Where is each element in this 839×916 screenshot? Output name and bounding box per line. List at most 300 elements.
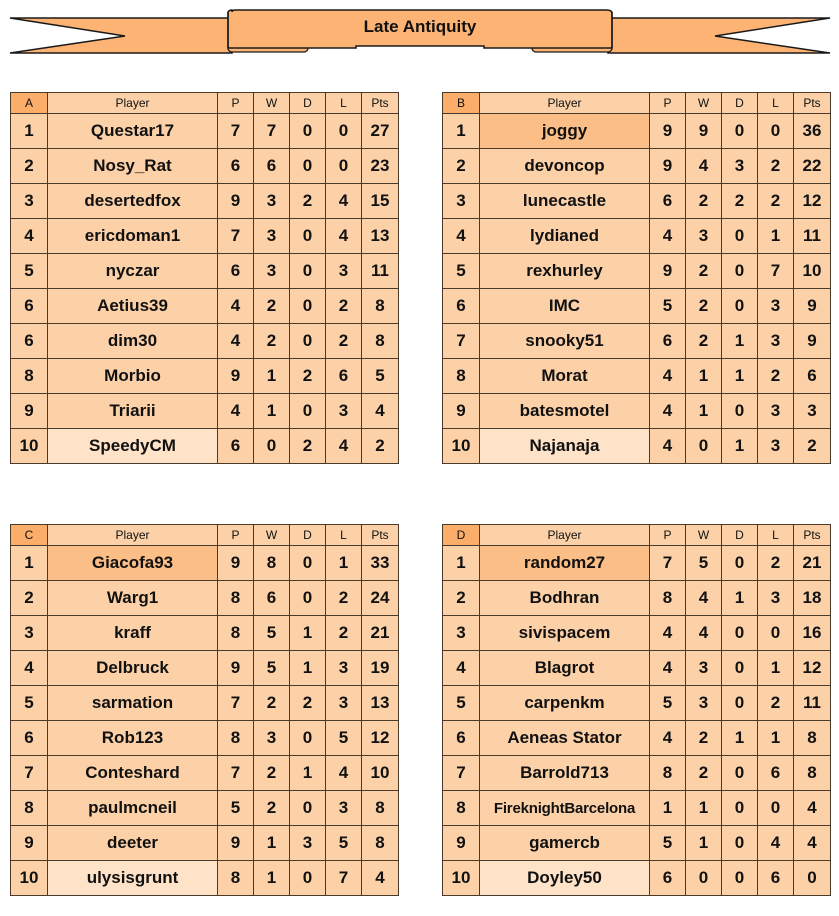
draws-cell: 2: [290, 184, 326, 219]
points-cell: 27: [362, 114, 399, 149]
wins-cell: 3: [254, 254, 290, 289]
rank-cell: 3: [11, 616, 48, 651]
table-header-row: [11, 93, 399, 114]
losses-cell: 3: [326, 686, 362, 721]
player-name-cell: lunecastle: [480, 184, 650, 219]
wins-cell: 3: [686, 219, 722, 254]
losses-cell: 4: [326, 184, 362, 219]
player-name-cell: snooky51: [480, 324, 650, 359]
wins-cell: 2: [686, 289, 722, 324]
player-name-cell: nyczar: [48, 254, 218, 289]
played-cell: 4: [650, 429, 686, 464]
draws-cell: 2: [722, 184, 758, 219]
draws-cell: 0: [722, 651, 758, 686]
points-cell: 18: [794, 581, 831, 616]
draws-cell: 0: [290, 114, 326, 149]
losses-cell: 1: [326, 546, 362, 581]
draws-cell: 1: [722, 359, 758, 394]
points-cell: 24: [362, 581, 399, 616]
group-d-standings-table: [442, 524, 831, 896]
losses-cell: 2: [758, 149, 794, 184]
draws-cell: 0: [722, 826, 758, 861]
rank-cell: 10: [443, 429, 480, 464]
draws-cell: 0: [722, 756, 758, 791]
wins-cell: 1: [686, 394, 722, 429]
player-name-cell: Warg1: [48, 581, 218, 616]
draws-cell: 0: [290, 861, 326, 896]
draws-cell: 1: [290, 616, 326, 651]
wins-cell: 7: [254, 114, 290, 149]
table-row: [11, 581, 399, 616]
wins-cell: 4: [686, 616, 722, 651]
group-label: B: [443, 93, 480, 114]
player-name-cell: gamercb: [480, 826, 650, 861]
points-cell: 13: [362, 686, 399, 721]
table-header-row: [443, 93, 831, 114]
player-name-cell: deeter: [48, 826, 218, 861]
losses-cell: 2: [758, 686, 794, 721]
losses-cell: 2: [326, 616, 362, 651]
table-row: [443, 359, 831, 394]
played-cell: 7: [218, 756, 254, 791]
table-row: [443, 581, 831, 616]
wins-cell: 8: [254, 546, 290, 581]
player-name-cell: desertedfox: [48, 184, 218, 219]
wins-cell: 1: [254, 359, 290, 394]
played-cell: 9: [218, 546, 254, 581]
player-name-cell: Rob123: [48, 721, 218, 756]
rank-cell: 9: [11, 826, 48, 861]
wins-cell: 3: [686, 686, 722, 721]
rank-cell: 4: [443, 651, 480, 686]
played-cell: 4: [650, 616, 686, 651]
rank-cell: 4: [443, 219, 480, 254]
draws-cell: 0: [290, 546, 326, 581]
rank-cell: 9: [11, 394, 48, 429]
table-row: [443, 394, 831, 429]
rank-cell: 1: [443, 114, 480, 149]
played-cell: 4: [218, 289, 254, 324]
points-cell: 8: [794, 756, 831, 791]
rank-cell: 8: [443, 359, 480, 394]
losses-cell: 0: [758, 791, 794, 826]
column-header-losses: L: [326, 93, 362, 114]
losses-cell: 3: [758, 429, 794, 464]
rank-cell: 9: [443, 826, 480, 861]
table-row: [443, 184, 831, 219]
group-b-standings-table: [442, 92, 831, 464]
points-cell: 10: [362, 756, 399, 791]
played-cell: 9: [218, 184, 254, 219]
rank-cell: 2: [443, 149, 480, 184]
played-cell: 7: [218, 219, 254, 254]
wins-cell: 2: [254, 791, 290, 826]
losses-cell: 5: [326, 826, 362, 861]
player-name-cell: Giacofa93: [48, 546, 218, 581]
wins-cell: 3: [254, 219, 290, 254]
wins-cell: 5: [254, 616, 290, 651]
rank-cell: 2: [11, 581, 48, 616]
points-cell: 3: [794, 394, 831, 429]
losses-cell: 4: [758, 826, 794, 861]
wins-cell: 1: [254, 394, 290, 429]
losses-cell: 3: [326, 791, 362, 826]
points-cell: 8: [362, 791, 399, 826]
wins-cell: 2: [254, 756, 290, 791]
wins-cell: 5: [686, 546, 722, 581]
table-row: [443, 546, 831, 581]
wins-cell: 2: [254, 324, 290, 359]
table-row: [11, 721, 399, 756]
points-cell: 21: [794, 546, 831, 581]
table-row: [443, 289, 831, 324]
player-name-cell: sarmation: [48, 686, 218, 721]
played-cell: 5: [650, 686, 686, 721]
table-row: [11, 686, 399, 721]
player-name-cell: sivispacem: [480, 616, 650, 651]
points-cell: 4: [794, 826, 831, 861]
draws-cell: 0: [290, 254, 326, 289]
losses-cell: 4: [326, 219, 362, 254]
rank-cell: 8: [11, 359, 48, 394]
played-cell: 9: [650, 114, 686, 149]
losses-cell: 7: [326, 861, 362, 896]
played-cell: 6: [650, 184, 686, 219]
losses-cell: 3: [326, 254, 362, 289]
played-cell: 4: [218, 324, 254, 359]
draws-cell: 3: [722, 149, 758, 184]
wins-cell: 4: [686, 581, 722, 616]
played-cell: 4: [650, 219, 686, 254]
draws-cell: 0: [722, 791, 758, 826]
column-header-played: P: [650, 525, 686, 546]
column-header-played: P: [218, 525, 254, 546]
table-row: [11, 826, 399, 861]
player-name-cell: Morat: [480, 359, 650, 394]
column-header-draws: D: [722, 525, 758, 546]
page-title: Late Antiquity: [363, 17, 477, 36]
column-header-losses: L: [758, 93, 794, 114]
rank-cell: 7: [443, 756, 480, 791]
player-name-cell: Conteshard: [48, 756, 218, 791]
rank-cell: 3: [11, 184, 48, 219]
draws-cell: 0: [722, 861, 758, 896]
table-row: [11, 114, 399, 149]
table-row: [443, 721, 831, 756]
rank-cell: 2: [11, 149, 48, 184]
column-header-wins: W: [254, 93, 290, 114]
points-cell: 8: [362, 826, 399, 861]
table-row: [11, 359, 399, 394]
played-cell: 5: [650, 826, 686, 861]
draws-cell: 0: [722, 219, 758, 254]
played-cell: 7: [650, 546, 686, 581]
points-cell: 2: [794, 429, 831, 464]
player-name-cell: kraff: [48, 616, 218, 651]
table-row: [11, 791, 399, 826]
rank-cell: 6: [11, 721, 48, 756]
losses-cell: 1: [758, 721, 794, 756]
draws-cell: 1: [722, 721, 758, 756]
table-row: [11, 394, 399, 429]
table-row: [11, 149, 399, 184]
player-name-cell: joggy: [480, 114, 650, 149]
group-label: A: [11, 93, 48, 114]
losses-cell: 2: [758, 359, 794, 394]
rank-cell: 8: [443, 791, 480, 826]
wins-cell: 3: [254, 721, 290, 756]
column-header-losses: L: [758, 525, 794, 546]
player-name-cell: ulysisgrunt: [48, 861, 218, 896]
points-cell: 11: [794, 219, 831, 254]
rank-cell: 2: [443, 581, 480, 616]
wins-cell: 2: [686, 756, 722, 791]
group-c-standings-table: [10, 524, 399, 896]
column-header-played: P: [218, 93, 254, 114]
losses-cell: 4: [326, 429, 362, 464]
draws-cell: 0: [290, 394, 326, 429]
player-name-cell: Najanaja: [480, 429, 650, 464]
rank-cell: 3: [443, 616, 480, 651]
player-name-cell: lydianed: [480, 219, 650, 254]
wins-cell: 4: [686, 149, 722, 184]
column-header-player: Player: [480, 93, 650, 114]
points-cell: 33: [362, 546, 399, 581]
losses-cell: 2: [758, 546, 794, 581]
table-header-row: [11, 525, 399, 546]
column-header-points: Pts: [794, 93, 831, 114]
table-row: [11, 324, 399, 359]
column-header-player: Player: [48, 525, 218, 546]
wins-cell: 2: [686, 184, 722, 219]
losses-cell: 3: [326, 394, 362, 429]
draws-cell: 0: [722, 686, 758, 721]
player-name-cell: Aeneas Stator: [480, 721, 650, 756]
points-cell: 21: [362, 616, 399, 651]
points-cell: 22: [794, 149, 831, 184]
wins-cell: 1: [686, 826, 722, 861]
column-header-player: Player: [48, 93, 218, 114]
rank-cell: 5: [443, 686, 480, 721]
played-cell: 6: [218, 429, 254, 464]
column-header-points: Pts: [362, 93, 399, 114]
points-cell: 4: [794, 791, 831, 826]
rank-cell: 6: [11, 324, 48, 359]
rank-cell: 6: [443, 721, 480, 756]
table-row: [443, 616, 831, 651]
draws-cell: 1: [290, 756, 326, 791]
column-header-wins: W: [686, 93, 722, 114]
losses-cell: 0: [758, 114, 794, 149]
losses-cell: 0: [326, 149, 362, 184]
wins-cell: 1: [686, 791, 722, 826]
column-header-points: Pts: [794, 525, 831, 546]
table-row: [443, 114, 831, 149]
draws-cell: 0: [290, 721, 326, 756]
played-cell: 9: [218, 826, 254, 861]
draws-cell: 2: [290, 429, 326, 464]
player-name-cell: random27: [480, 546, 650, 581]
table-row: [443, 429, 831, 464]
wins-cell: 1: [254, 826, 290, 861]
draws-cell: 0: [722, 616, 758, 651]
points-cell: 0: [794, 861, 831, 896]
rank-cell: 1: [11, 114, 48, 149]
table-row: [11, 546, 399, 581]
rank-cell: 5: [443, 254, 480, 289]
table-row: [11, 254, 399, 289]
player-name-cell: batesmotel: [480, 394, 650, 429]
rank-cell: 4: [11, 219, 48, 254]
table-row: [443, 149, 831, 184]
player-name-cell: Delbruck: [48, 651, 218, 686]
rank-cell: 3: [443, 184, 480, 219]
wins-cell: 0: [686, 429, 722, 464]
points-cell: 6: [794, 359, 831, 394]
points-cell: 8: [794, 721, 831, 756]
rank-cell: 5: [11, 686, 48, 721]
played-cell: 7: [218, 114, 254, 149]
played-cell: 4: [218, 394, 254, 429]
table-row: [443, 686, 831, 721]
column-header-losses: L: [326, 525, 362, 546]
table-header-row: [443, 525, 831, 546]
player-name-cell: Bodhran: [480, 581, 650, 616]
table-row: [11, 616, 399, 651]
losses-cell: 3: [758, 289, 794, 324]
losses-cell: 6: [326, 359, 362, 394]
wins-cell: 5: [254, 651, 290, 686]
losses-cell: 0: [758, 616, 794, 651]
losses-cell: 2: [326, 324, 362, 359]
draws-cell: 0: [290, 324, 326, 359]
played-cell: 6: [650, 861, 686, 896]
column-header-draws: D: [722, 93, 758, 114]
column-header-wins: W: [254, 525, 290, 546]
losses-cell: 7: [758, 254, 794, 289]
points-cell: 5: [362, 359, 399, 394]
points-cell: 12: [794, 651, 831, 686]
rank-cell: 10: [11, 429, 48, 464]
player-name-cell: SpeedyCM: [48, 429, 218, 464]
rank-cell: 6: [11, 289, 48, 324]
wins-cell: 0: [686, 861, 722, 896]
points-cell: 19: [362, 651, 399, 686]
rank-cell: 8: [11, 791, 48, 826]
points-cell: 12: [794, 184, 831, 219]
rank-cell: 1: [443, 546, 480, 581]
draws-cell: 1: [722, 324, 758, 359]
draws-cell: 3: [290, 826, 326, 861]
draws-cell: 2: [290, 686, 326, 721]
wins-cell: 2: [254, 289, 290, 324]
wins-cell: 0: [254, 429, 290, 464]
played-cell: 5: [650, 289, 686, 324]
played-cell: 6: [650, 324, 686, 359]
table-row: [11, 184, 399, 219]
rank-cell: 10: [11, 861, 48, 896]
table-row: [443, 651, 831, 686]
played-cell: 1: [650, 791, 686, 826]
played-cell: 7: [218, 686, 254, 721]
group-label: D: [443, 525, 480, 546]
player-name-cell: rexhurley: [480, 254, 650, 289]
wins-cell: 1: [254, 861, 290, 896]
played-cell: 8: [650, 581, 686, 616]
table-row: [11, 219, 399, 254]
player-name-cell: dim30: [48, 324, 218, 359]
losses-cell: 6: [758, 861, 794, 896]
group-a-standings-table: [10, 92, 399, 464]
player-name-cell: paulmcneil: [48, 791, 218, 826]
points-cell: 36: [794, 114, 831, 149]
table-row: [443, 791, 831, 826]
wins-cell: 2: [686, 254, 722, 289]
player-name-cell: Barrold713: [480, 756, 650, 791]
wins-cell: 1: [686, 359, 722, 394]
points-cell: 23: [362, 149, 399, 184]
rank-cell: 5: [11, 254, 48, 289]
points-cell: 8: [362, 324, 399, 359]
player-name-cell: devoncop: [480, 149, 650, 184]
player-name-cell: Nosy_Rat: [48, 149, 218, 184]
draws-cell: 0: [722, 546, 758, 581]
title-banner: [0, 0, 839, 62]
table-row: [443, 756, 831, 791]
draws-cell: 1: [722, 429, 758, 464]
rank-cell: 4: [11, 651, 48, 686]
rank-cell: 6: [443, 289, 480, 324]
player-name-cell: Aetius39: [48, 289, 218, 324]
played-cell: 5: [218, 791, 254, 826]
column-header-draws: D: [290, 525, 326, 546]
draws-cell: 0: [290, 149, 326, 184]
player-name-cell: IMC: [480, 289, 650, 324]
points-cell: 13: [362, 219, 399, 254]
losses-cell: 6: [758, 756, 794, 791]
losses-cell: 1: [758, 219, 794, 254]
draws-cell: 2: [290, 359, 326, 394]
points-cell: 9: [794, 289, 831, 324]
column-header-player: Player: [480, 525, 650, 546]
losses-cell: 5: [326, 721, 362, 756]
group-label: C: [11, 525, 48, 546]
wins-cell: 3: [254, 184, 290, 219]
wins-cell: 6: [254, 581, 290, 616]
played-cell: 8: [650, 756, 686, 791]
player-name-cell: FireknightBarcelona: [480, 791, 650, 826]
points-cell: 8: [362, 289, 399, 324]
played-cell: 4: [650, 651, 686, 686]
table-row: [11, 289, 399, 324]
column-header-draws: D: [290, 93, 326, 114]
played-cell: 6: [218, 254, 254, 289]
played-cell: 4: [650, 721, 686, 756]
wins-cell: 2: [254, 686, 290, 721]
losses-cell: 0: [326, 114, 362, 149]
points-cell: 2: [362, 429, 399, 464]
draws-cell: 1: [290, 651, 326, 686]
points-cell: 15: [362, 184, 399, 219]
draws-cell: 0: [290, 289, 326, 324]
player-name-cell: Blagrot: [480, 651, 650, 686]
player-name-cell: Triarii: [48, 394, 218, 429]
wins-cell: 6: [254, 149, 290, 184]
losses-cell: 3: [758, 581, 794, 616]
table-row: [11, 429, 399, 464]
played-cell: 8: [218, 581, 254, 616]
draws-cell: 0: [722, 394, 758, 429]
